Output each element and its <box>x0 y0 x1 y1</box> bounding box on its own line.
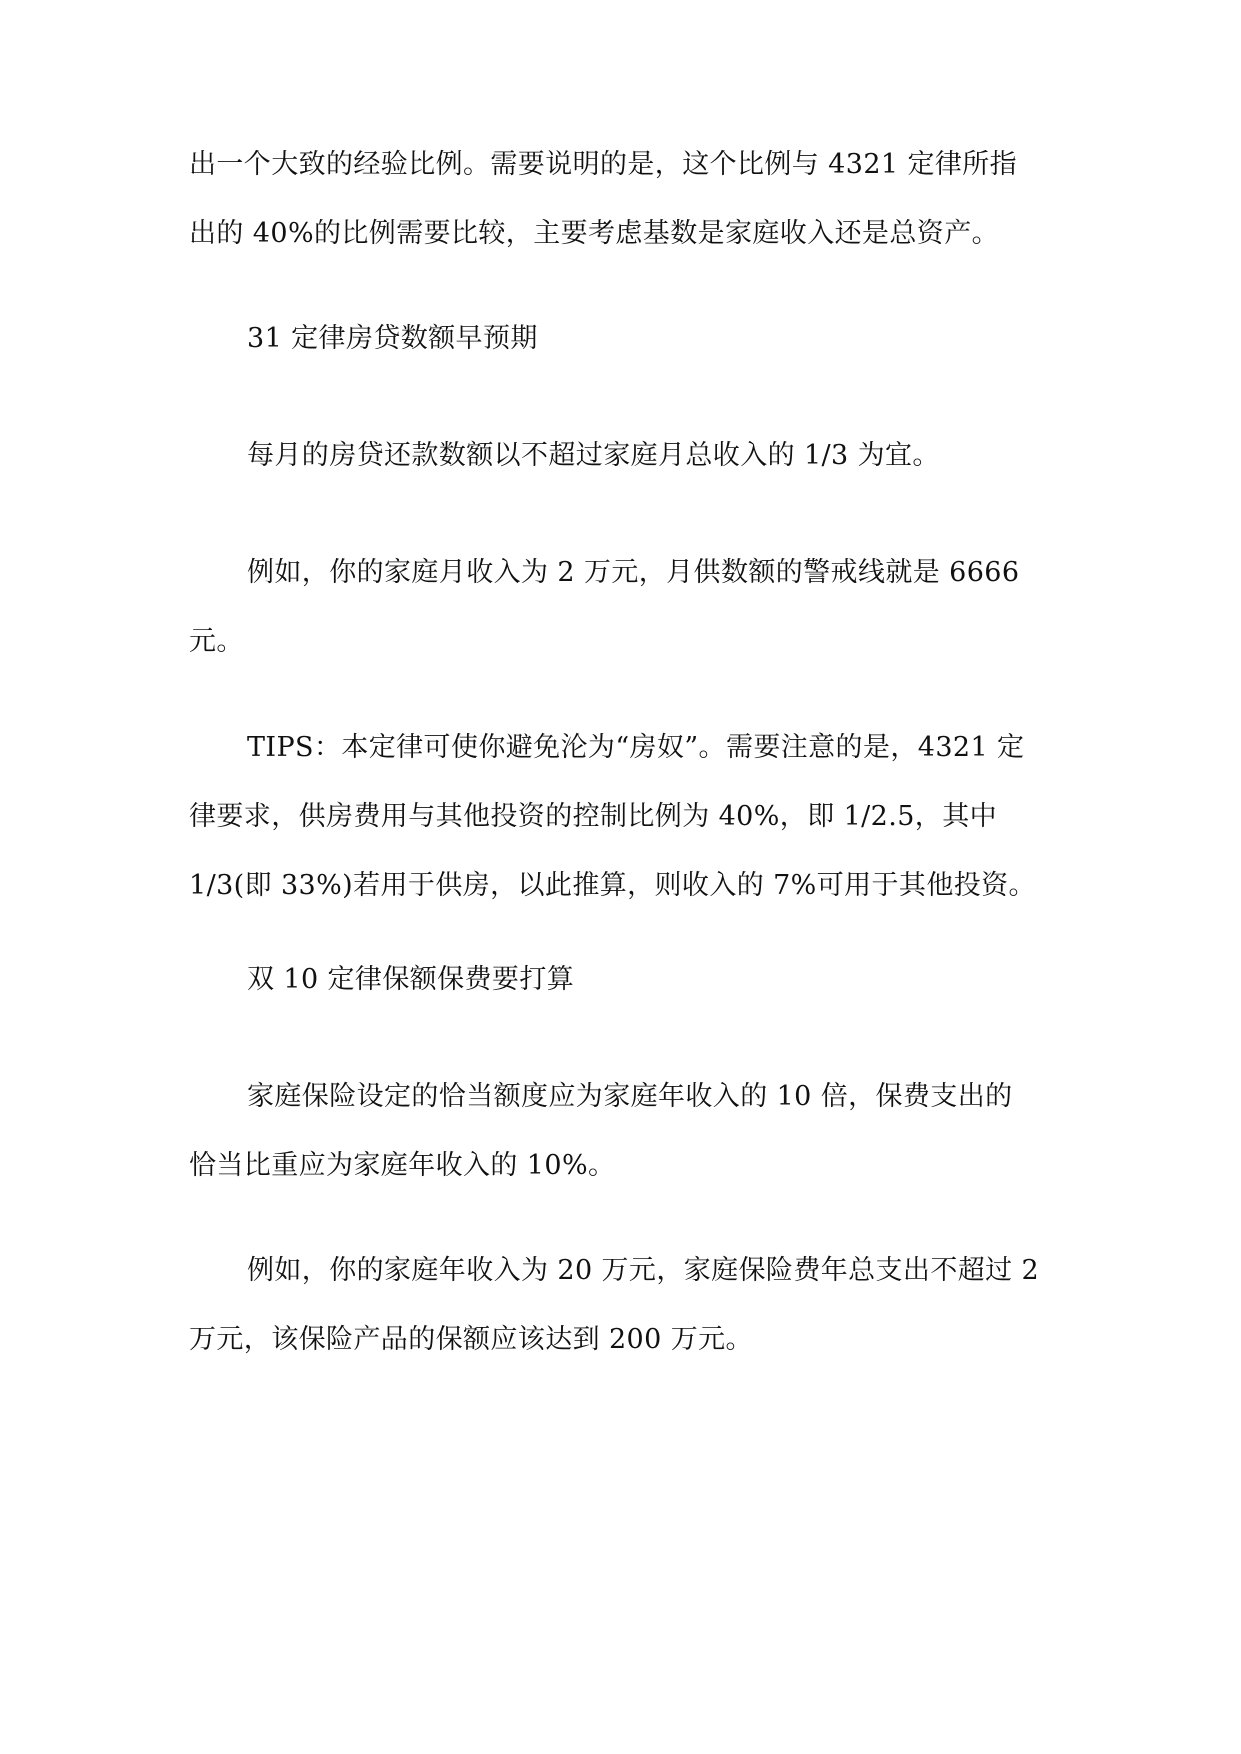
section-heading: 31 定律房贷数额早预期 <box>247 323 538 354</box>
text-line: 家庭保险设定的恰当额度应为家庭年收入的 10 倍，保费支出的 <box>247 1081 1013 1112</box>
text-line: 元。 <box>189 626 244 657</box>
text-line: 例如，你的家庭年收入为 20 万元，家庭保险费年总支出不超过 2 <box>247 1255 1040 1286</box>
text-line: 出的 40%的比例需要比较，主要考虑基数是家庭收入还是总资产。 <box>189 218 999 249</box>
heading-31-rule <box>189 304 1059 373</box>
paragraph-insurance-rule <box>189 1062 1059 1200</box>
section-heading: 双 10 定律保额保费要打算 <box>247 964 575 995</box>
text-line: 万元，该保险产品的保额应该达到 200 万元。 <box>189 1324 753 1355</box>
text-line: TIPS：本定律可使你避免沦为“房奴”。需要注意的是，4321 定 <box>247 732 1025 763</box>
paragraph-mortgage-rule <box>189 421 1059 490</box>
text-line: 出一个大致的经验比例。需要说明的是，这个比例与 4321 定律所指 <box>189 149 1018 180</box>
paragraph-ratio-comparison <box>189 130 1059 268</box>
text-line: 例如，你的家庭月收入为 2 万元，月供数额的警戒线就是 6666 <box>247 557 1020 588</box>
text-line: 每月的房贷还款数额以不超过家庭月总收入的 1/3 为宜。 <box>247 440 940 471</box>
text-line: 1/3(即 33%)若用于供房，以此推算，则收入的 7%可用于其他投资。 <box>189 870 1036 901</box>
paragraph-insurance-example <box>189 1236 1059 1374</box>
text-line: 律要求，供房费用与其他投资的控制比例为 40%，即 1/2.5，其中 <box>189 801 997 832</box>
heading-double-10-rule <box>189 945 1059 1014</box>
paragraph-tips <box>189 713 1059 920</box>
text-line: 恰当比重应为家庭年收入的 10%。 <box>189 1150 616 1181</box>
paragraph-mortgage-example <box>189 538 1059 676</box>
